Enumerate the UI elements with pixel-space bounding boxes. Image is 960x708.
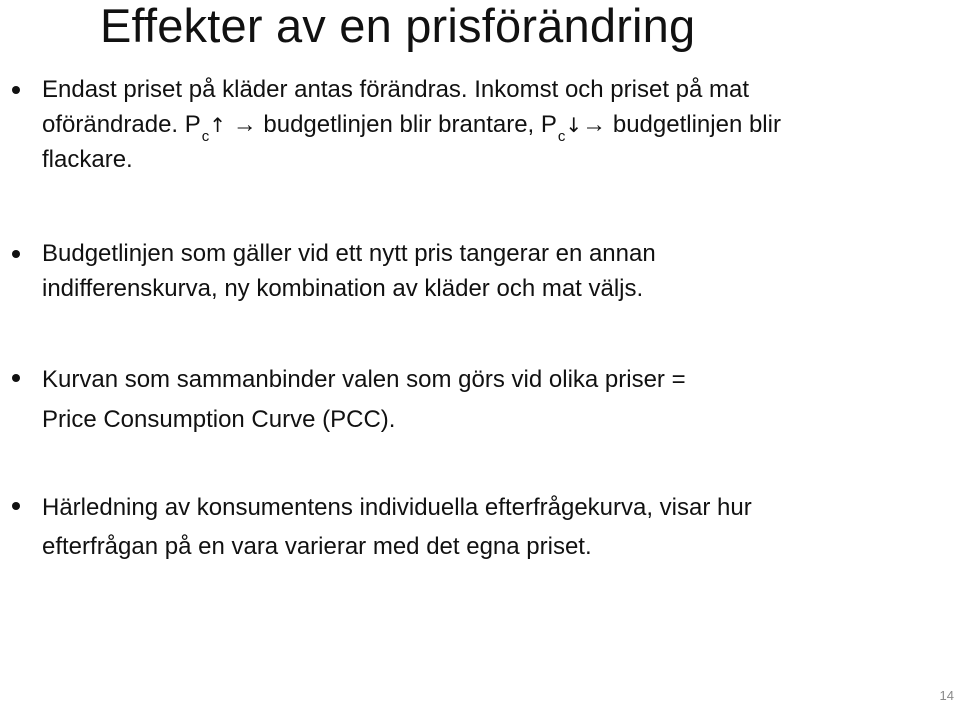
- bullet-line: Endast priset på kläder antas förändras. Inkomst och priset på mat: [42, 76, 750, 103]
- bullet-line: Price Consumption Curve (PCC).: [42, 406, 396, 433]
- bullet-line-middle: → budgetlinjen blir brantare, P: [226, 111, 557, 138]
- bullet-line-with-symbols: [42, 107, 902, 145]
- bullet-text: [42, 236, 902, 306]
- page-number: 14: [939, 688, 954, 703]
- bullet-line: Budgetlinjen som gäller vid ett nytt pris tangerar en annan: [42, 240, 656, 267]
- bullet-line-prefix: oförändrade. P: [42, 111, 201, 138]
- bullet-line: indifferenskurva, ny kombination av kläder och mat väljs.: [42, 275, 644, 302]
- bullet-dot-icon: [12, 502, 20, 510]
- bullet-dot-icon: [12, 86, 20, 94]
- subscript-c: c: [557, 128, 566, 145]
- bullet-text: [42, 72, 902, 177]
- bullet-dot-icon: [12, 374, 20, 382]
- bullet-line: flackare.: [42, 146, 133, 173]
- bullet-line-end: → budgetlinjen blir: [582, 111, 781, 138]
- bullet-line: efterfrågan på en vara varierar med det egna priset.: [42, 533, 592, 560]
- slide-title: Effekter av en prisförändring: [100, 0, 696, 52]
- bullet-text: [42, 360, 902, 440]
- up-arrow-icon: ↑: [209, 113, 227, 137]
- bullet-line: Härledning av konsumentens individuella efterfrågekurva, visar hur: [42, 494, 752, 521]
- down-arrow-icon: ↓: [565, 113, 583, 137]
- subscript-c: c: [201, 128, 210, 145]
- bullet-text: [42, 488, 902, 566]
- bullet-dot-icon: [12, 250, 20, 258]
- bullet-line: Kurvan som sammanbinder valen som görs vid olika priser =: [42, 366, 686, 393]
